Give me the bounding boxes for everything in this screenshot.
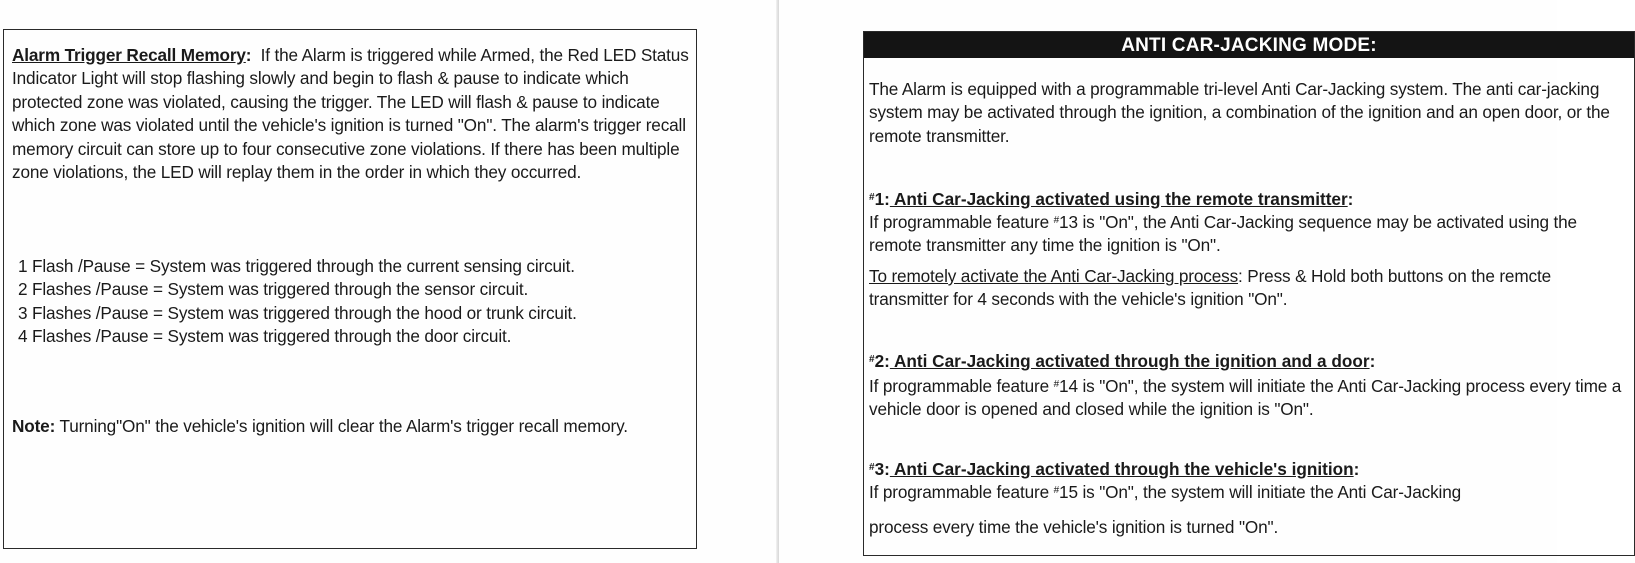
left-content-box: [3, 29, 697, 549]
section-1-body-hash: #: [1053, 215, 1060, 226]
anti-carjacking-header: ANTI CAR-JACKING MODE:: [864, 32, 1634, 58]
section-3-number: 3:: [874, 459, 890, 479]
section-3-body-rest: 15 is "On", the system will initiate the Anti Car-Jacking: [1059, 482, 1462, 502]
section-3-title: Anti Car-Jacking activated through the vehicle's ignition: [889, 459, 1354, 479]
section-3-heading: [869, 457, 1629, 480]
section-2-heading: [869, 349, 1629, 372]
recall-memory-paragraph: [12, 44, 692, 184]
flash-pause-list: [18, 255, 688, 349]
section-2-number: 2:: [874, 351, 890, 371]
section-1-remote-instructions: [869, 265, 1629, 312]
section-2-body: [869, 373, 1629, 422]
section-1-body-prefix: If programmable feature: [869, 212, 1054, 232]
section-1-number: 1:: [874, 189, 890, 209]
section-2-colon: :: [1369, 351, 1376, 371]
right-page: [779, 0, 1622, 563]
note-label: Note:: [12, 416, 56, 436]
remote-activate-label: To remotely activate the Anti Car-Jacking process: [869, 266, 1239, 286]
note-paragraph: [12, 415, 696, 438]
left-page: [0, 0, 778, 563]
section-2-body-rest: 14 is "On", the system will initiate the Anti Car-Jacking process every time a vehicle door is opened and closed while the ignition is "On".: [869, 376, 1622, 420]
section-1-title: Anti Car-Jacking activated using the remote transmitter: [889, 189, 1348, 209]
section-3-body-hash: #: [1053, 485, 1060, 496]
section-3-body-line-2: process every time the vehicle's ignition is turned "On".: [869, 517, 1279, 537]
section-1-colon: :: [1347, 189, 1354, 209]
section-3-hash: #: [869, 462, 875, 473]
remote-activate-text: : Press & Hold both buttons on the remcte transmitter for 4 seconds with the vehicle's ignition "On".: [869, 266, 1551, 310]
right-content-box: [863, 31, 1635, 556]
section-3-colon: :: [1353, 459, 1360, 479]
section-1-heading: [869, 187, 1629, 210]
section-2-title: Anti Car-Jacking activated through the ignition and a door: [889, 351, 1370, 371]
section-2-body-hash: #: [1053, 379, 1060, 390]
section-3-body-prefix: If programmable feature: [869, 482, 1054, 502]
anti-carjacking-intro: The Alarm is equipped with a programmable tri-level Anti Car-Jacking system. The anti car-jacking system may be activated through the ignition, a combination of the ignition and an open door, or the remote transmitter.: [869, 79, 1610, 146]
recall-memory-title: Alarm Trigger Recall Memory: [12, 45, 246, 65]
section-1-body: [869, 209, 1629, 258]
flash-list-item: 3 Flashes /Pause = System was triggered through the hood or trunk circuit.: [18, 302, 577, 323]
note-text: Turning"On" the vehicle's ignition will clear the Alarm's trigger recall memory.: [55, 416, 628, 436]
recall-memory-title-colon: :: [245, 45, 252, 65]
section-2-body-prefix: If programmable feature: [869, 376, 1054, 396]
section-1-hash: #: [869, 192, 875, 203]
recall-memory-text: If the Alarm is triggered while Armed, the Red LED Status Indicator Light will stop flashing slowly and begin to flash & pause to indicate which protected zone was violated, causing the trigger. The LED will flash & pause to indicate which zone was violated until the vehicle's ignition is turned "On". The alarm's trigger recall memory circuit can store up to four consecutive zone violations. If there has been multiple zone violations, the LED will replay them in the order in which they occurred.: [12, 45, 694, 183]
flash-list-item: 1 Flash /Pause = System was triggered through the current sensing circuit.: [18, 256, 575, 276]
section-3-body: [869, 479, 1629, 504]
section-2-hash: #: [869, 354, 875, 365]
flash-list-item: 2 Flashes /Pause = System was triggered through the sensor circuit.: [18, 279, 529, 300]
section-1-body-rest: 13 is "On", the Anti Car-Jacking sequence may be activated using the remote transmitter any time the ignition is "On".: [869, 212, 1577, 256]
flash-list-item: 4 Flashes /Pause = System was triggered through the door circuit.: [18, 326, 512, 347]
